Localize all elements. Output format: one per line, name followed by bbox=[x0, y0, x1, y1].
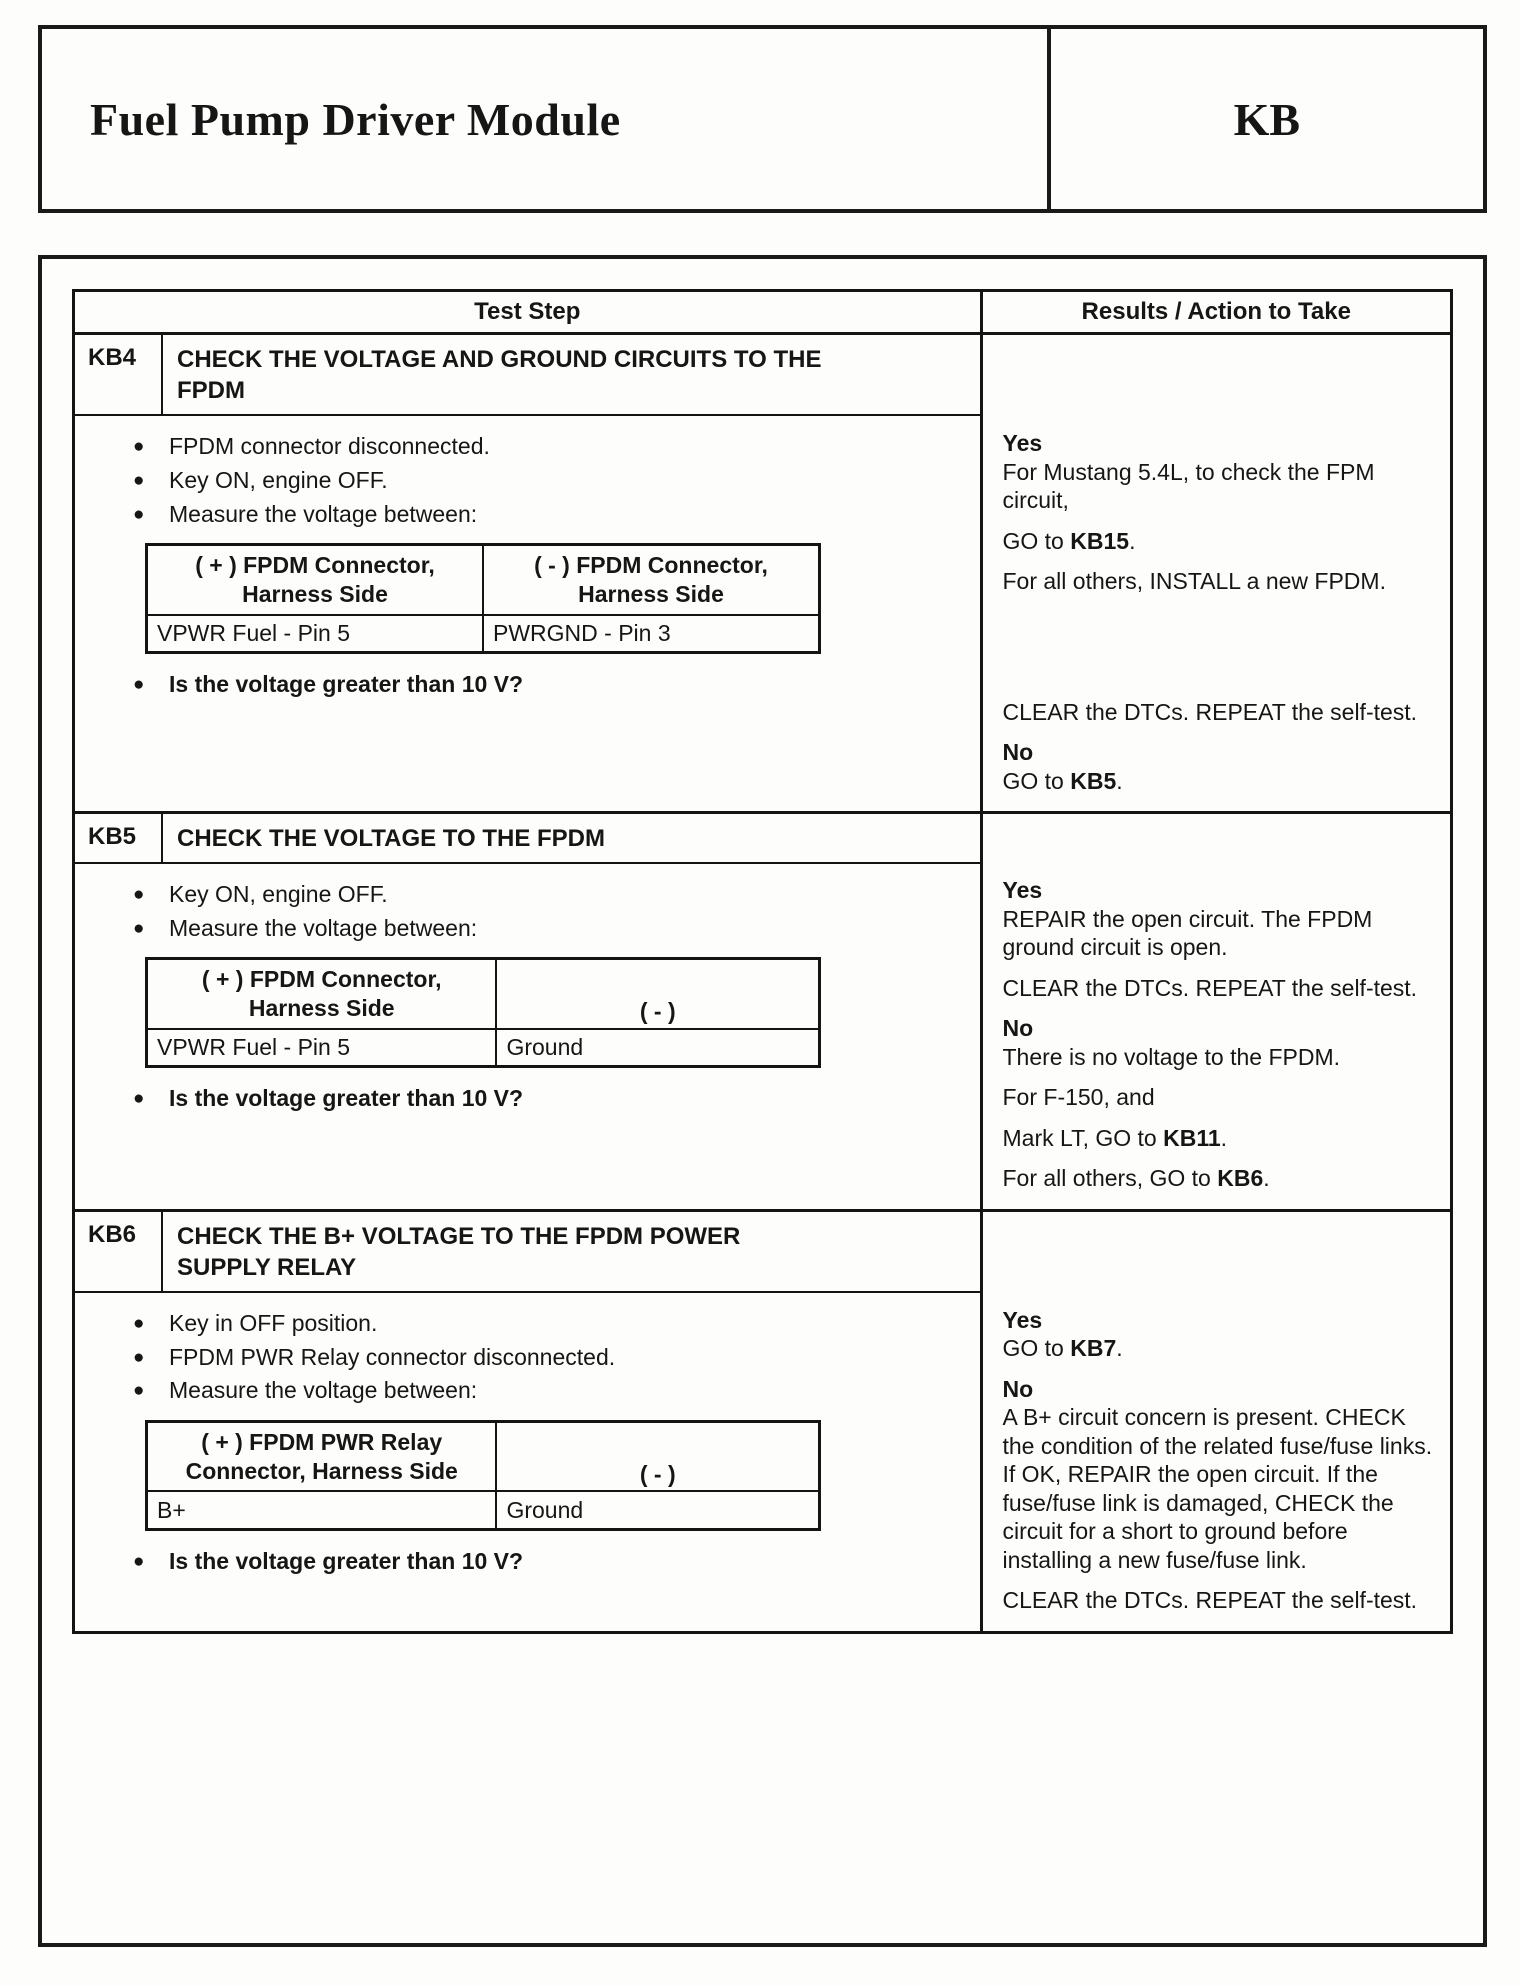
bullet-item bbox=[133, 498, 960, 532]
result-paragraph: For all others, GO to KB6. bbox=[1002, 1165, 1270, 1192]
result-paragraph: GO to KB15. bbox=[1002, 527, 1136, 554]
measure-neg-value: PWRGND - Pin 3 bbox=[483, 615, 820, 653]
pinpoint-test-box bbox=[38, 255, 1487, 1947]
bullet-icon: ● bbox=[133, 1380, 145, 1402]
result-paragraph: GO to KB7. bbox=[1002, 1335, 1123, 1362]
bullet-text: Key in OFF position. bbox=[169, 1310, 378, 1337]
bullet-icon: ● bbox=[133, 1088, 145, 1110]
page-title: Fuel Pump Driver Module bbox=[90, 93, 621, 145]
results-cell bbox=[983, 335, 1451, 811]
pinpoint-test-table bbox=[72, 289, 1453, 1634]
bullet-text: Measure the voltage between: bbox=[169, 500, 478, 527]
bullet-icon: ● bbox=[133, 469, 145, 491]
measure-table bbox=[145, 1420, 821, 1531]
results-cell bbox=[983, 1212, 1451, 1631]
section-code-cell bbox=[1051, 29, 1483, 209]
test-row-kb4 bbox=[75, 335, 1450, 814]
title-box bbox=[38, 25, 1487, 213]
step-id: KB4 bbox=[75, 335, 163, 414]
bullet-item bbox=[133, 430, 960, 464]
result-paragraph: CLEAR the DTCs. REPEAT the self-test. bbox=[1002, 1587, 1418, 1614]
result-paragraph: There is no voltage to the FPDM. bbox=[1002, 1043, 1340, 1070]
question bbox=[133, 1082, 960, 1116]
result-paragraph: Mark LT, GO to KB11. bbox=[1002, 1124, 1228, 1151]
step-header bbox=[75, 814, 980, 864]
measure-pos-header: ( + ) FPDM Connector, Harness Side bbox=[147, 545, 484, 615]
measure-pos-header: ( + ) FPDM PWR Relay Connector, Harness Side bbox=[147, 1421, 497, 1491]
title-section bbox=[42, 29, 1051, 209]
result-paragraph: CLEAR the DTCs. REPEAT the self-test. bbox=[1002, 974, 1418, 1001]
test-step-cell bbox=[75, 335, 983, 811]
result-paragraph: No bbox=[1002, 739, 1034, 766]
result-paragraph: For F-150, and bbox=[1002, 1084, 1155, 1111]
step-header bbox=[75, 335, 980, 416]
bullet-icon: ● bbox=[133, 884, 145, 906]
question bbox=[133, 1545, 960, 1579]
step-body bbox=[75, 1293, 980, 1596]
measure-pos-value: VPWR Fuel - Pin 5 bbox=[147, 615, 484, 653]
bullet-text: Key ON, engine OFF. bbox=[169, 881, 388, 908]
measure-table bbox=[145, 957, 821, 1068]
result-paragraph: CLEAR the DTCs. REPEAT the self-test. bbox=[1002, 698, 1418, 725]
bullet-item bbox=[133, 878, 960, 912]
bullet-item bbox=[133, 464, 960, 498]
bullet-text: Measure the voltage between: bbox=[169, 1377, 478, 1404]
test-row-kb5 bbox=[75, 814, 1450, 1212]
step-title: CHECK THE VOLTAGE AND GROUND CIRCUITS TO THE FPDM bbox=[177, 346, 822, 405]
result-paragraph: Yes bbox=[1002, 430, 1043, 456]
bullet-text: Measure the voltage between: bbox=[169, 914, 478, 941]
result-paragraph: No bbox=[1002, 1375, 1034, 1402]
column-header-test-step: Test Step bbox=[75, 292, 983, 332]
result-paragraph: For all others, INSTALL a new FPDM. bbox=[1002, 568, 1386, 595]
measure-pos-header: ( + ) FPDM Connector, Harness Side bbox=[147, 959, 497, 1029]
bullet-icon: ● bbox=[133, 503, 145, 525]
results-cell bbox=[983, 814, 1451, 1209]
test-row-kb6 bbox=[75, 1212, 1450, 1631]
bullet-icon: ● bbox=[133, 917, 145, 939]
measure-neg-header: ( - ) FPDM Connector, Harness Side bbox=[483, 545, 820, 615]
step-id: KB5 bbox=[75, 814, 163, 862]
measure-neg-header: ( - ) bbox=[496, 959, 819, 1029]
table-header-row bbox=[75, 292, 1450, 335]
step-id: KB6 bbox=[75, 1212, 163, 1291]
measure-table bbox=[145, 543, 821, 654]
result-paragraph: GO to KB5. bbox=[1002, 767, 1123, 794]
bullet-item bbox=[133, 1374, 960, 1408]
measure-neg-value: Ground bbox=[496, 1491, 819, 1529]
step-body bbox=[75, 864, 980, 1134]
bullet-item bbox=[133, 912, 960, 946]
measure-neg-value: Ground bbox=[496, 1029, 819, 1067]
measure-pos-value: B+ bbox=[147, 1491, 497, 1529]
step-title: CHECK THE VOLTAGE TO THE FPDM bbox=[177, 825, 606, 853]
result-paragraph: Yes bbox=[1002, 877, 1043, 904]
bullet-icon: ● bbox=[133, 1313, 145, 1335]
question-text: Is the voltage greater than 10 V? bbox=[169, 1547, 524, 1574]
result-paragraph: For Mustang 5.4L, to check the FPM circuit, bbox=[1002, 458, 1375, 514]
result-paragraph: No bbox=[1002, 1015, 1034, 1042]
test-step-cell bbox=[75, 814, 983, 1209]
question-text: Is the voltage greater than 10 V? bbox=[169, 671, 524, 698]
result-paragraph: Yes bbox=[1002, 1306, 1043, 1333]
result-paragraph: REPAIR the open circuit. The FPDM ground circuit is open. bbox=[1002, 905, 1373, 961]
bullet-icon: ● bbox=[133, 1550, 145, 1572]
question bbox=[133, 668, 960, 702]
question-text: Is the voltage greater than 10 V? bbox=[169, 1085, 524, 1112]
result-paragraph: A B+ circuit concern is present. CHECK the condition of the related fuse/fuse links. If OK, REPAIR the open circuit. If the fuse/fuse link is damaged, CHECK the circuit for a short to ground before installing a new fuse/fuse link. bbox=[1002, 1404, 1433, 1573]
column-header-results: Results / Action to Take bbox=[1081, 298, 1351, 325]
step-header bbox=[75, 1212, 980, 1293]
bullet-icon: ● bbox=[133, 436, 145, 458]
bullet-icon: ● bbox=[133, 674, 145, 696]
bullet-text: Key ON, engine OFF. bbox=[169, 466, 388, 493]
step-title: CHECK THE B+ VOLTAGE TO THE FPDM POWER SUPPLY RELAY bbox=[177, 1222, 741, 1281]
bullet-item bbox=[133, 1341, 960, 1375]
section-code: KB bbox=[1233, 93, 1301, 145]
test-step-cell bbox=[75, 1212, 983, 1631]
step-body bbox=[75, 416, 980, 719]
measure-neg-header: ( - ) bbox=[496, 1421, 819, 1491]
bullet-icon: ● bbox=[133, 1346, 145, 1368]
bullet-text: FPDM PWR Relay connector disconnected. bbox=[169, 1343, 616, 1370]
measure-pos-value: VPWR Fuel - Pin 5 bbox=[147, 1029, 497, 1067]
bullet-text: FPDM connector disconnected. bbox=[169, 433, 490, 460]
bullet-item bbox=[133, 1307, 960, 1341]
